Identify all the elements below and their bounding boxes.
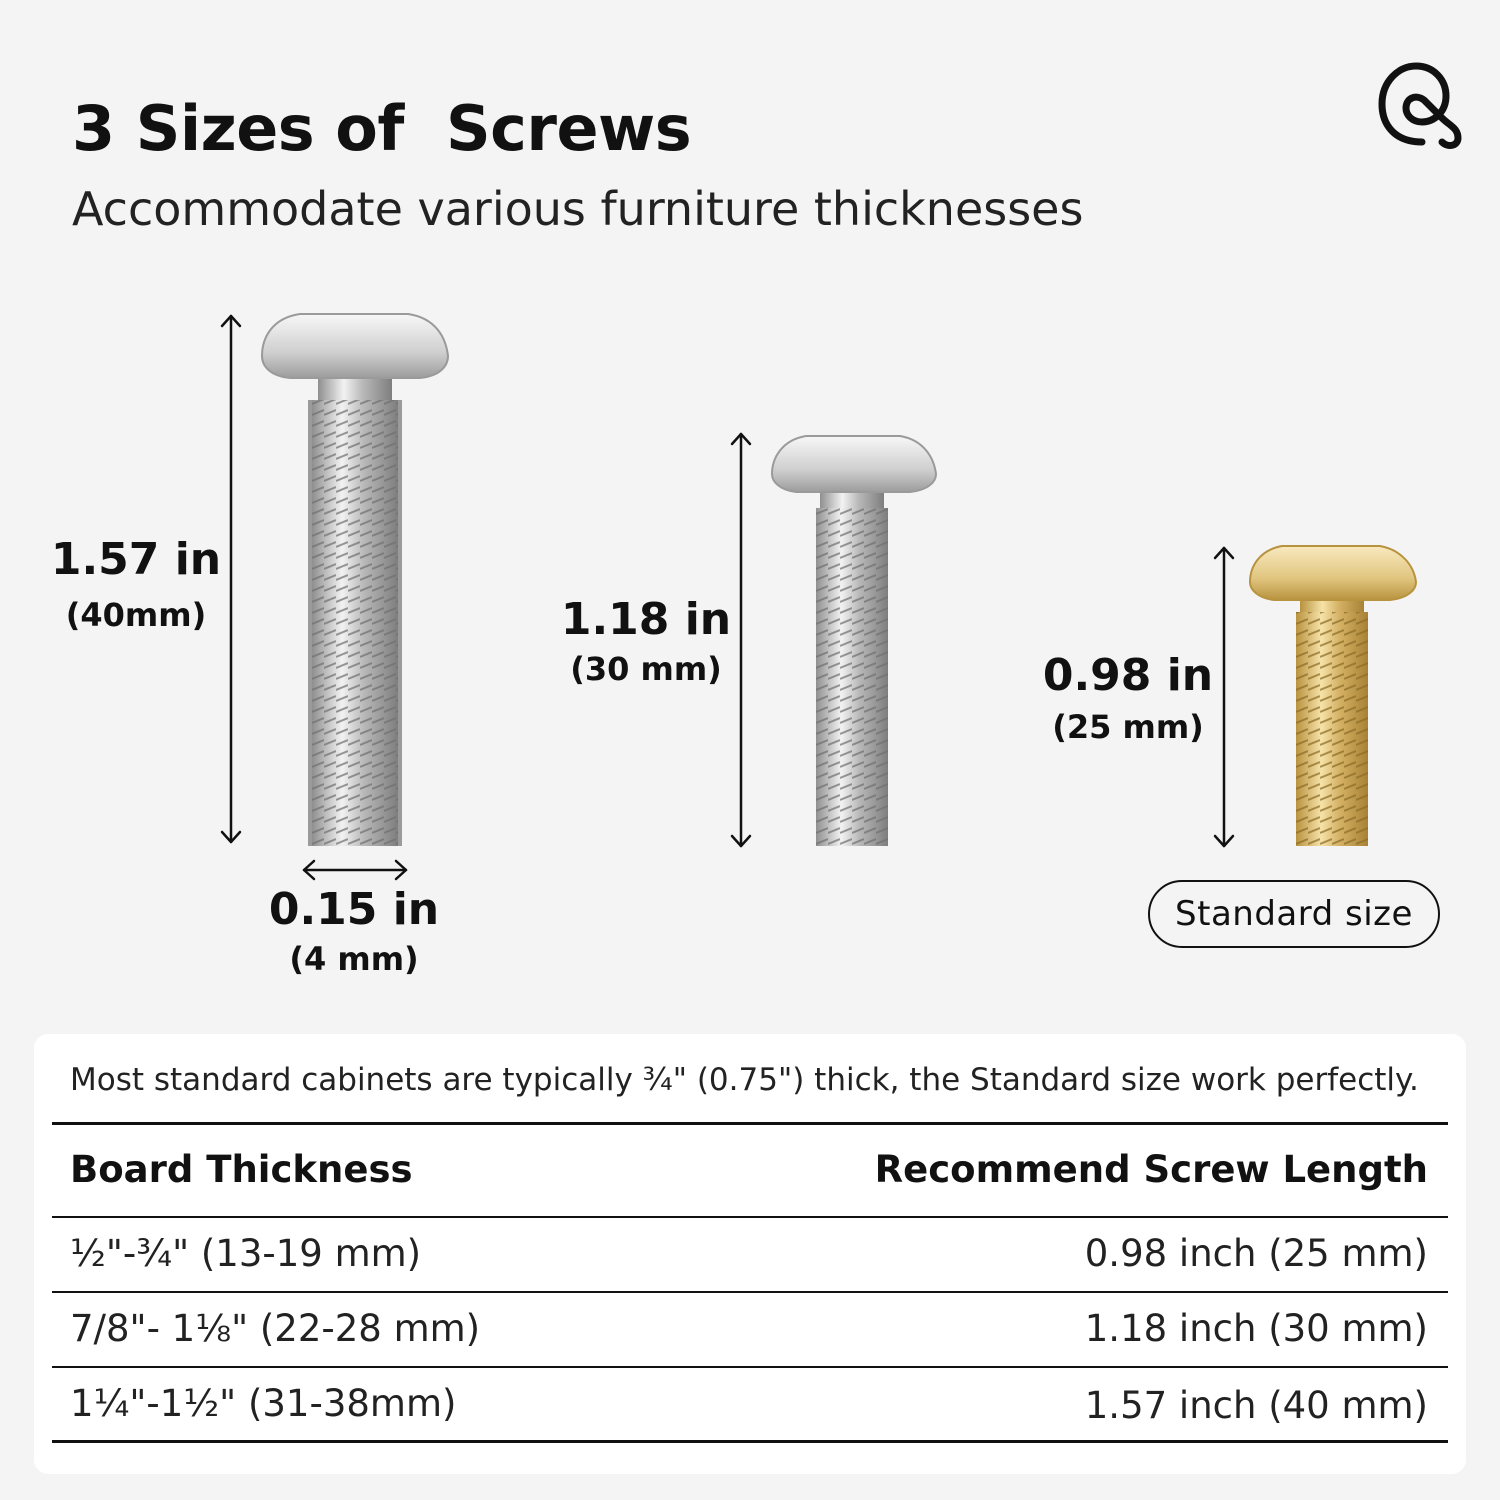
row1-length: 0.98 inch (25 mm) [1084, 1232, 1428, 1275]
screw-30mm-length-in: 1.18 in [560, 594, 732, 645]
row2-thickness: 7/8"- 1⅛" (22-28 mm) [70, 1307, 481, 1350]
table-bottom-rule [52, 1440, 1448, 1443]
header-board-thickness: Board Thickness [70, 1148, 413, 1191]
screw-25mm-length-mm: (25 mm) [1052, 708, 1204, 746]
cabinet-note: Most standard cabinets are typically ¾" (0.75") thick, the Standard size work perfectly. [70, 1062, 1419, 1098]
table-header-rule [52, 1216, 1448, 1218]
row2-length: 1.18 inch (30 mm) [1084, 1307, 1428, 1350]
screw-30mm [772, 436, 936, 846]
diameter-arrow [304, 861, 406, 879]
screw-40mm-length-in: 1.57 in [50, 534, 222, 585]
page-subtitle: Accommodate various furniture thicknesses [72, 182, 1084, 236]
screw-40mm [262, 314, 448, 846]
brand-logo-icon [1372, 58, 1464, 150]
diameter-mm: (4 mm) [289, 940, 419, 978]
table-row-rule [52, 1366, 1448, 1368]
screw-40mm-length-mm: (40mm) [65, 596, 207, 634]
row3-length: 1.57 inch (40 mm) [1084, 1384, 1428, 1427]
table-top-rule [52, 1122, 1448, 1125]
header-screw-length: Recommend Screw Length [874, 1148, 1428, 1191]
table-row-rule [52, 1291, 1448, 1293]
screw-25mm-standard [1250, 546, 1416, 846]
row3-thickness: 1¼"-1½" (31-38mm) [70, 1382, 457, 1425]
screw-25mm-length-in: 0.98 in [1042, 650, 1214, 701]
diameter-in: 0.15 in [268, 884, 440, 935]
standard-size-badge: Standard size [1148, 880, 1440, 948]
screw-30mm-length-mm: (30 mm) [570, 650, 722, 688]
page-title: 3 Sizes of Screws [72, 92, 692, 165]
row1-thickness: ½"-¾" (13-19 mm) [70, 1232, 422, 1275]
